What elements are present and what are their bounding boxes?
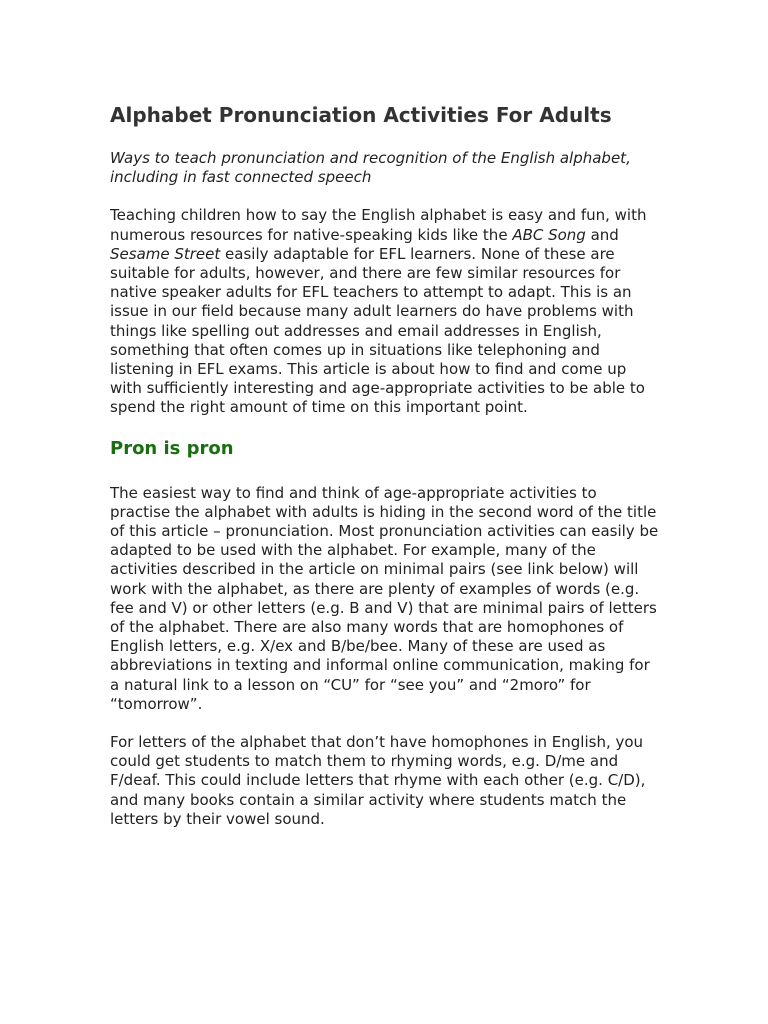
sesame-street-title: Sesame Street — [110, 244, 221, 263]
intro-text-3: easily adaptable for EFL learners. None of these are suitable for adults, however, and there are few similar resources for native speaker adults for EFL teachers to attempt to adapt. This is an issue in our field because many adult learners do have problems with things like spelling out addresses and email addresses in English, something that often comes up in situations like telephoning and listening in EFL exams. This article is about how to find and come up with sufficiently interesting and age-appropriate activities to be able to spend the right amount of time on this important point. — [110, 244, 645, 417]
intro-text-2: and — [585, 225, 619, 244]
page-title: Alphabet Pronunciation Activities For Adults — [110, 103, 612, 127]
section-paragraph-1: The easiest way to find and think of age-appropriate activities to practise the alphabet with adults is hiding in the second word of the title of this article – pronunciation. Most pronunciation activities can easily be adapted to be used with the alphabet. For example, many of the activities described in the article on minimal pairs (see link below) will work with the alphabet, as there are plenty of examples of words (e.g. fee and V) or other letters (e.g. B and V) that are minimal pairs of letters of the alphabet. There are also many words that are homophones of English letters, e.g. X/ex and B/be/bee. Many of these are used as abbreviations in texting and informal online communication, making for a natural link to a lesson on “CU” for “see you” and “2moro” for “tomorrow”. — [110, 483, 659, 713]
section-paragraph-2: For letters of the alphabet that don’t have homophones in English, you could get students to match them to rhyming words, e.g. D/me and F/deaf. This could include letters that rhyme with each other (e.g. C/D), and many books contain a similar activity where students match the letters by their vowel sound. — [110, 733, 646, 828]
article — [110, 102, 660, 848]
article-subtitle: Ways to teach pronunciation and recognition of the English alphabet, including in fast connected speech — [110, 149, 631, 187]
intro-paragraph — [110, 206, 660, 417]
intro-text-1: Teaching children how to say the English alphabet is easy and fun, with numerous resources for native-speaking kids like the — [110, 206, 647, 244]
section-heading-pron: Pron is pron — [110, 437, 234, 459]
abc-song-title: ABC Song — [512, 225, 586, 244]
